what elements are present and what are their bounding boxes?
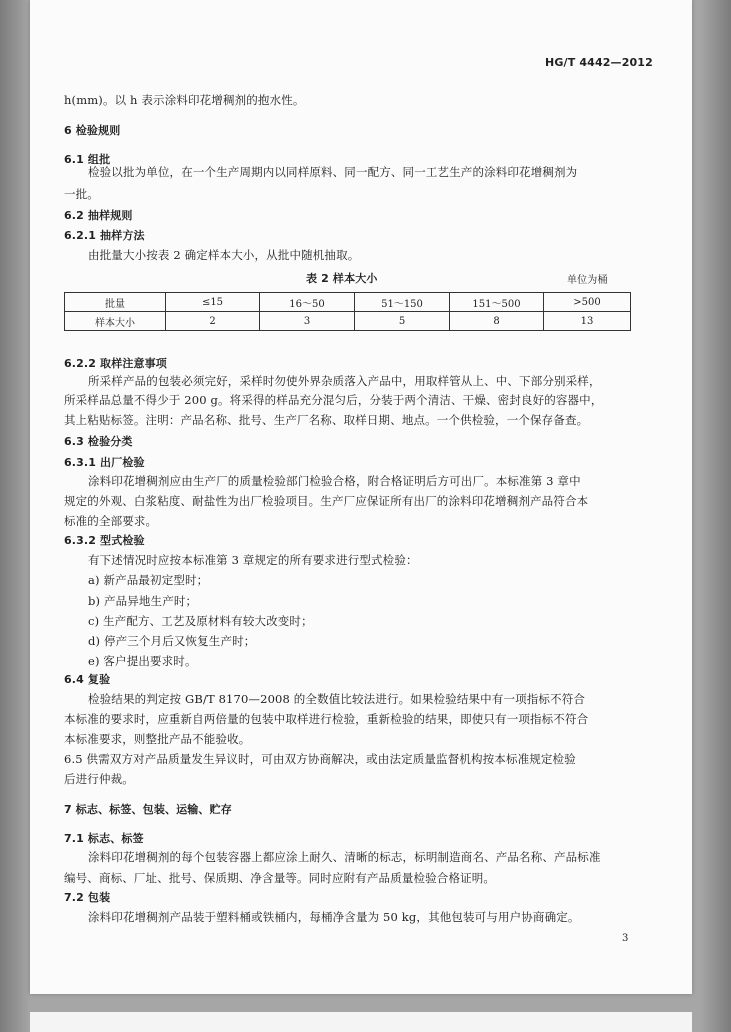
text-line: 检验以批为单位，在一个生产周期内以同样原料、同一配方、同一工艺生产的涂料印花增稠剂为 — [88, 165, 578, 179]
section-heading: 6.2 抽样规则 — [64, 209, 133, 222]
text-line: 涂料印花增稠剂产品装于塑料桶或铁桶内，每桶净含量为 50 kg，其他包装可与用户协商确定。 — [88, 910, 580, 924]
section-heading: 6.3.1 出厂检验 — [64, 456, 145, 469]
section-heading: 6.4 复验 — [64, 673, 111, 686]
table-cell: 5 — [355, 312, 450, 331]
text-line: 编号、商标、厂址、批号、保质期、净含量等。同时应附有产品质量检验合格证明。 — [64, 871, 496, 885]
table-cell: 8 — [450, 312, 544, 331]
section-heading: 6.3.2 型式检验 — [64, 534, 145, 547]
section-heading: 7.2 包装 — [64, 891, 111, 904]
text-line: h(mm)。以 h 表示涂料印花增稠剂的抱水性。 — [64, 93, 305, 107]
table-caption: 表 2 样本大小 — [306, 272, 378, 285]
table-cell: 样本大小 — [65, 312, 166, 331]
table-unit: 单位为桶 — [567, 275, 608, 286]
text-line: 标准的全部要求。 — [64, 514, 158, 528]
list-item: c) 生产配方、工艺及原材料有较大改变时； — [88, 614, 313, 628]
list-item: d) 停产三个月后又恢复生产时； — [88, 634, 256, 648]
list-item: e) 客户提出要求时。 — [88, 654, 197, 668]
list-item: a) 新产品最初定型时； — [88, 573, 209, 587]
section-heading: 6.3 检验分类 — [64, 435, 133, 448]
table-cell: 批量 — [65, 293, 166, 312]
table-cell: 2 — [166, 312, 260, 331]
table-cell: ≤15 — [166, 293, 260, 312]
table-row — [65, 293, 631, 312]
next-page-edge — [30, 1012, 692, 1032]
text-line: 由批量大小按表 2 确定样本大小，从批中随机抽取。 — [88, 248, 360, 262]
table-row — [65, 312, 631, 331]
text-line: 检验结果的判定按 GB/T 8170—2008 的全数值比较法进行。如果检验结果中有一项指标不符合 — [88, 692, 586, 706]
section-heading: 6.1 组批 — [64, 153, 111, 166]
text-line: 涂料印花增稠剂应由生产厂的质量检验部门检验合格，附合格证明后方可出厂。本标准第 3 章中 — [88, 474, 581, 488]
section-heading: 6.2.2 取样注意事项 — [64, 357, 167, 370]
section-heading: 6 检验规则 — [64, 124, 121, 137]
table-cell: 51～150 — [355, 293, 450, 312]
sample-size-table — [64, 292, 631, 331]
text-line: 涂料印花增稠剂的每个包装容器上都应涂上耐久、清晰的标志，标明制造商名、产品名称、产品标准 — [88, 850, 601, 864]
table-cell: 16～50 — [260, 293, 355, 312]
table-cell: 151～500 — [450, 293, 544, 312]
text-line: 规定的外观、白浆粘度、耐盐性为出厂检验项目。生产厂应保证所有出厂的涂料印花增稠剂产品符合本 — [64, 494, 589, 508]
text-line: 一批。 — [64, 187, 99, 201]
text-line: 本标准要求，则整批产品不能验收。 — [64, 732, 251, 746]
text-line: 有下述情况时应按本标准第 3 章规定的所有要求进行型式检验： — [88, 553, 418, 567]
section-heading: 6.2.1 抽样方法 — [64, 229, 145, 242]
section-heading: 7.1 标志、标签 — [64, 832, 144, 845]
text-line: 所采样产品的包装必须完好，采样时勿使外界杂质落入产品中，用取样管从上、中、下部分别采样， — [88, 374, 601, 388]
text-line: 其上粘贴标签。注明：产品名称、批号、生产厂名称、取样日期、地点。一个供检验，一个保存备查。 — [64, 413, 589, 427]
table-cell: 13 — [544, 312, 631, 331]
text-line: 本标准的要求时，应重新自两倍量的包装中取样进行检验，重新检验的结果，即使只有一项指标不符合 — [64, 712, 589, 726]
standard-number: HG/T 4442—2012 — [545, 56, 653, 69]
list-item: b) 产品异地生产时； — [88, 594, 198, 608]
section-heading: 7 标志、标签、包装、运输、贮存 — [64, 803, 232, 816]
text-line: 后进行仲裁。 — [64, 772, 134, 786]
table-cell: >500 — [544, 293, 631, 312]
table-cell: 3 — [260, 312, 355, 331]
page-number: 3 — [622, 933, 629, 944]
text-line: 6.5 供需双方对产品质量发生异议时，可由双方协商解决，或由法定质量监督机构按本标准规定检验 — [64, 752, 576, 766]
text-line: 所采样品总量不得少于 200 g。将采得的样品充分混匀后，分装于两个清洁、干燥、密封良好的容器中， — [64, 393, 603, 407]
